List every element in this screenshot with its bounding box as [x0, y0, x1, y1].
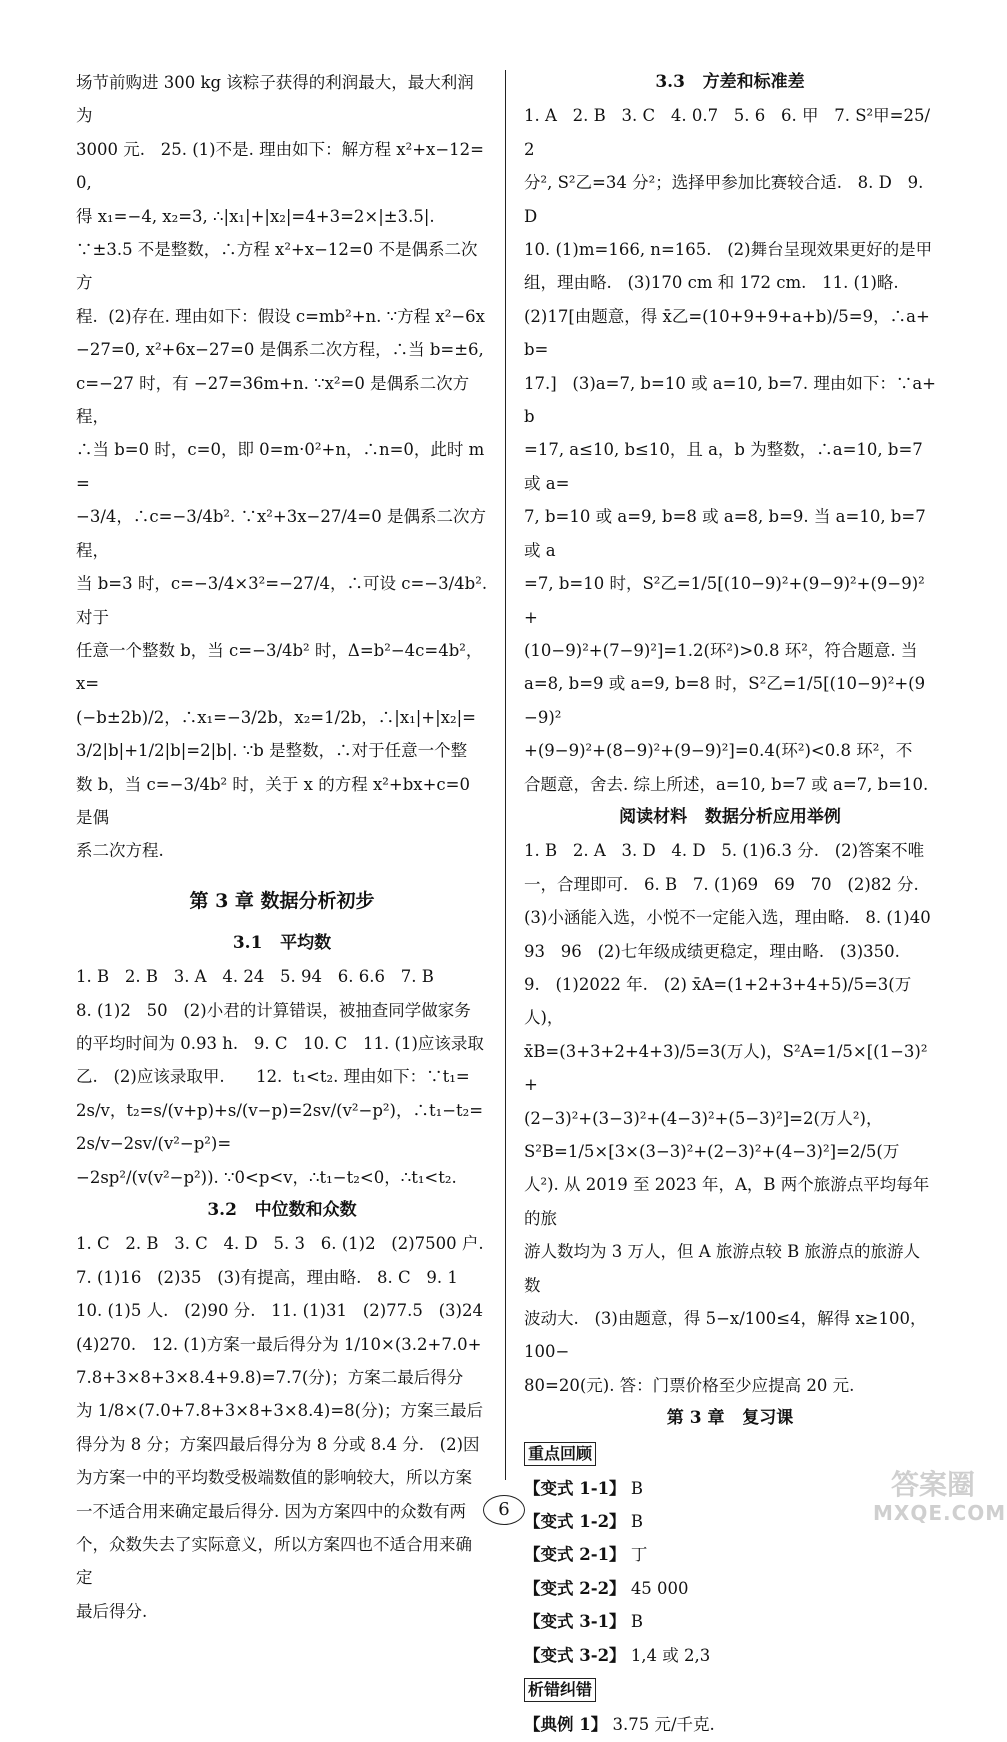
text-line: ∵±3.5 不是整数，∴方程 x²+x−12=0 不是偶系二次方 — [76, 240, 478, 293]
text-line: =17, a≤10, b≤10，且 a，b 为整数，∴a=10, b=7 或 a= — [524, 440, 929, 493]
section-title: 3.2 中位数和众数 — [207, 1200, 357, 1220]
text-line: 程. (2)存在. 理由如下：假设 c=mb²+n. ∵方程 x²−6x — [76, 306, 485, 326]
text-line: 游人数均为 3 万人，但 A 旅游点较 B 旅游点的旅游人数 — [524, 1242, 921, 1295]
text-line: ∴当 b=0 时，c=0，即 0=m·0²+n，∴n=0，此时 m= — [76, 440, 485, 493]
text-line: 乙. (2)应该录取甲. 12. t₁<t₂. 理由如下：∵t₁= — [76, 1067, 470, 1087]
answer-key: 【变式 1-2】 — [524, 1512, 626, 1532]
text-line: 17.] (3)a=7, b=10 或 a=10, b=7. 理由如下：∵a+b — [524, 373, 936, 427]
answer-key: 【变式 3-1】 — [524, 1612, 626, 1632]
answer-key: 【典例 1】 — [524, 1715, 608, 1735]
text-line: 7, b=10 或 a=9, b=8 或 a=8, b=9. 当 a=10, b=7 或 a — [524, 507, 931, 560]
boxed-heading-row — [524, 1672, 936, 1708]
text-line: a=8, b=9 或 a=9, b=8 时，S²乙=1/5[(10−9)²+(9−9)² — [524, 674, 926, 727]
left-column — [76, 66, 493, 1628]
text-line: 9. (1)2022 年. (2) x̄A=(1+2+3+4+5)/5=3(万人)， — [524, 974, 912, 1028]
text-line: (4)270. 12. (1)方案一最后得分为 1/10×(3.2+7.0+ — [76, 1334, 482, 1354]
text-line: (−b±2b)/2，∴x₁=−3/2b，x₂=1/2b，∴|x₁|+|x₂|= — [76, 707, 476, 727]
text-line: 数 b，当 c=−3/4b² 时，关于 x 的方程 x²+bx+c=0 是偶 — [76, 774, 476, 827]
text-line: (10−9)²+(7−9)²]=1.2(环²)>0.8 环²，符合题意. 当 — [524, 640, 918, 660]
answer-value: 3.75 元/千克. — [612, 1715, 715, 1735]
text-line: 7. (1)16 (2)35 (3)有提高，理由略. 8. C 9. 1 — [76, 1267, 458, 1287]
text-line: 1. C 2. B 3. C 4. D 5. 3 6. (1)2 (2)7500 户. — [76, 1234, 484, 1254]
section-title: 3.3 方差和标准差 — [655, 72, 805, 92]
answer-item — [524, 1708, 936, 1741]
text-line: 2s/v，t₂=s/(v+p)+s/(v−p)=2sv/(v²−p²)，∴t₁−t₂=2s/v−2sv/(v²−p²)= — [76, 1100, 484, 1154]
text-line: (2)17[由题意，得 x̄乙=(10+9+9+a+b)/5=9，∴a+b= — [524, 306, 930, 360]
text-line: c=−27 时，有 −27=36m+n. ∵x²=0 是偶系二次方程， — [76, 373, 470, 427]
text-line: 波动大. (3)由题意，得 5−x/100≤4，解得 x≥100，100− — [524, 1309, 927, 1362]
text-line: 10. (1)m=166, n=165. (2)舞台呈现效果更好的是甲 — [524, 240, 933, 260]
chapter-title: 第 3 章 数据分析初步 — [189, 889, 375, 912]
answer-key: 【变式 3-2】 — [524, 1645, 626, 1665]
answer-value: B — [630, 1612, 643, 1632]
text-line: 1. B 2. A 3. D 4. D 5. (1)6.3 分. (2)答案不唯 — [524, 841, 925, 861]
text-line: 组，理由略. (3)170 cm 和 172 cm. 11. (1)略. — [524, 273, 899, 293]
text-line: 人²). 从 2019 至 2023 年，A，B 两个旅游点平均每年的旅 — [524, 1175, 930, 1228]
section-title: 阅读材料 数据分析应用举例 — [619, 806, 841, 827]
text-line: 3/2|b|+1/2|b|=2|b|. ∵b 是整数，∴对于任意一个整 — [76, 741, 468, 761]
answer-key: 【变式 2-2】 — [524, 1578, 626, 1598]
text-line: −3/4，∴c=−3/4b². ∵x²+3x−27/4=0 是偶系二次方程， — [76, 507, 486, 560]
text-line: 最后得分. — [76, 1601, 148, 1621]
text-line: S²B=1/5×[3×(3−3)²+(2−3)²+(4−3)²]=2/5(万 — [524, 1142, 900, 1161]
text-line: 为方案一中的平均数受极端数值的影响较大，所以方案 — [76, 1468, 472, 1488]
column-divider — [505, 70, 506, 1480]
text-line: 个，众数失去了实际意义，所以方案四也不适合用来确定 — [76, 1535, 472, 1588]
answer-item — [524, 1639, 936, 1672]
text-line: 7.8+3×8+3×8.4+9.8)=7.7(分)；方案二最后得分 — [76, 1368, 464, 1388]
text-line: 一不适合用来确定最后得分. 因为方案四中的众数有两 — [76, 1501, 466, 1521]
text-line: 为 1/8×(7.0+7.8+3×8+3×8.4)=8(分)；方案三最后 — [76, 1401, 484, 1421]
answer-key: 【变式 2-1】 — [524, 1545, 626, 1565]
watermark-bottom: MXQE.COM — [873, 1501, 1007, 1525]
answer-item — [524, 1572, 936, 1605]
text-line: 8. (1)2 50 (2)小君的计算错误，被抽查同学做家务 — [76, 1000, 471, 1020]
text-line: −2sp²/(v(v²−p²)). ∵0<p<v，∴t₁−t₂<0，∴t₁<t₂. — [76, 1167, 457, 1187]
text-line: 1. A 2. B 3. C 4. 0.7 5. 6 6. 甲 7. S²甲=25/2 — [524, 106, 931, 159]
text-line: 一，合理即可. 6. B 7. (1)69 69 70 (2)82 分. — [524, 874, 919, 894]
answer-key: 【变式 1-1】 — [524, 1478, 626, 1498]
text-line: 当 b=3 时，c=−3/4×3²=−27/4，∴可设 c=−3/4b². 对于 — [76, 574, 493, 627]
answer-item — [524, 1605, 936, 1638]
text-line: 3000 元. 25. (1)不是. 理由如下：解方程 x²+x−12=0, — [76, 139, 485, 193]
boxed-heading: 析错纠错 — [524, 1678, 596, 1702]
boxed-heading: 重点回顾 — [524, 1442, 596, 1466]
text-line: 合题意，舍去. 综上所述，a=10, b=7 或 a=7, b=10. — [524, 774, 929, 794]
text-line: (2−3)²+(3−3)²+(4−3)²+(5−3)²]=2(万人²)， — [524, 1108, 883, 1128]
text-line: 场节前购进 300 kg 该粽子获得的利润最大，最大利润为 — [76, 73, 474, 126]
boxed-heading-row — [524, 1436, 936, 1472]
answer-value: B — [630, 1512, 643, 1532]
answer-value: 45 000 — [630, 1578, 689, 1598]
text-line: 的平均时间为 0.93 h. 9. C 10. C 11. (1)应该录取 — [76, 1033, 484, 1053]
text-line: x̄B=(3+3+2+4+3)/5=3(万人)，S²A=1/5×[(1−3)²+ — [524, 1041, 928, 1095]
text-line: 1. B 2. B 3. A 4. 24 5. 94 6. 6.6 7. B — [76, 967, 434, 987]
text-line: 任意一个整数 b，当 c=−3/4b² 时，Δ=b²−4c=4b²，x= — [76, 640, 483, 694]
text-line: 系二次方程. — [76, 841, 164, 861]
text-line: 80=20(元). 答：门票价格至少应提高 20 元. — [524, 1375, 855, 1395]
text-line: (3)小涵能入选，小悦不一定能入选，理由略. 8. (1)40 — [524, 908, 931, 928]
text-line: =7, b=10 时，S²乙=1/5[(10−9)²+(9−9)²+(9−9)²+ — [524, 574, 925, 627]
answer-value: 丁 — [630, 1545, 648, 1565]
answer-value: B — [630, 1478, 643, 1498]
text-line: 得 x₁=−4, x₂=3, ∴|x₁|+|x₂|=4+3=2×|±3.5|. — [76, 206, 435, 226]
watermark-logo — [873, 1468, 1007, 1528]
text-line: 10. (1)5 人. (2)90 分. 11. (1)31 (2)77.5 (3)24 — [76, 1301, 483, 1321]
section-title: 3.1 平均数 — [232, 932, 332, 953]
answer-value: 1,4 或 2,3 — [630, 1645, 711, 1665]
watermark-top: 答案圈 — [890, 1468, 975, 1501]
answer-item — [524, 1538, 936, 1571]
page-number: 6 — [483, 1495, 525, 1525]
text-line: 93 96 (2)七年级成绩更稳定，理由略. (3)350. — [524, 941, 900, 961]
text-line: −27=0, x²+6x−27=0 是偶系二次方程，∴当 b=±6, — [76, 340, 484, 360]
text-line: 得分为 8 分；方案四最后得分为 8 分或 8.4 分. (2)因 — [76, 1434, 480, 1454]
text-line: 分², S²乙=34 分²；选择甲参加比赛较合适. 8. D 9. D — [524, 173, 929, 226]
section-title: 第 3 章 复习课 — [666, 1408, 794, 1429]
text-line: +(9−9)²+(8−9)²+(9−9)²]=0.4(环²)<0.8 环²，不 — [524, 741, 913, 761]
